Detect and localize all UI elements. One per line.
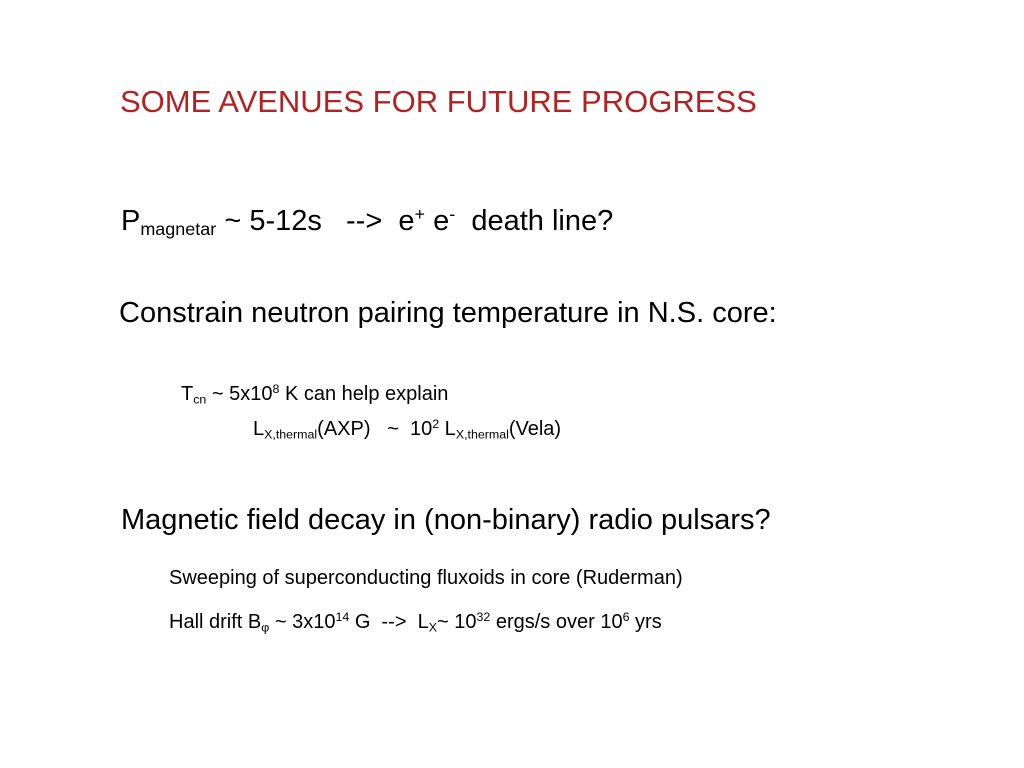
hall-drift-line bbox=[169, 611, 662, 634]
hall-drift-text: Hall drift B bbox=[169, 611, 262, 633]
vela-text: (Vela) bbox=[508, 418, 562, 440]
t-subscript: cn bbox=[193, 392, 207, 407]
gauss-arrow-text: G --> L bbox=[349, 611, 429, 633]
l-vela-subscript: X,thermal bbox=[455, 427, 509, 442]
magnetic-decay-line: Magnetic field decay in (non-binary) radio pulsars? bbox=[121, 504, 771, 536]
axp-ratio-text: (AXP) ~ 10 bbox=[317, 418, 433, 440]
yrs-text: yrs bbox=[629, 611, 662, 633]
luminosity-ratio-line bbox=[253, 418, 561, 441]
sweeping-line: Sweeping of superconducting fluxoids in core (Ruderman) bbox=[169, 567, 683, 589]
tcn-exponent: 8 bbox=[272, 382, 280, 397]
ergs-text: ergs/s over 10 bbox=[490, 611, 623, 633]
magnetar-period-line bbox=[121, 205, 613, 238]
lx-subscript: X bbox=[428, 620, 437, 635]
lx-value-text: ~ 10 bbox=[437, 611, 477, 633]
death-line-text: death line? bbox=[455, 205, 614, 237]
tcn-line bbox=[181, 383, 448, 406]
years-exponent: 6 bbox=[622, 610, 630, 625]
p-symbol: P bbox=[121, 205, 141, 237]
field-value-text: ~ 3x10 bbox=[269, 611, 336, 633]
electron-text: e bbox=[425, 205, 450, 237]
ratio-exponent: 2 bbox=[432, 417, 440, 432]
l-axp-subscript: X,thermal bbox=[264, 427, 318, 442]
b-phi-subscript: φ bbox=[261, 620, 270, 635]
electron-superscript: - bbox=[449, 204, 456, 225]
l-vela-symbol: L bbox=[439, 418, 456, 440]
constrain-line: Constrain neutron pairing temperature in N.S. core: bbox=[119, 297, 777, 329]
period-text: ~ 5-12s --> e bbox=[216, 205, 415, 237]
p-subscript: magnetar bbox=[140, 219, 217, 240]
positron-superscript: + bbox=[414, 204, 426, 225]
tcn-explain-text: K can help explain bbox=[279, 383, 449, 405]
lx-exponent: 32 bbox=[476, 610, 491, 625]
tcn-value-text: ~ 5x10 bbox=[206, 383, 273, 405]
field-exponent: 14 bbox=[335, 610, 350, 625]
slide-title: SOME AVENUES FOR FUTURE PROGRESS bbox=[120, 84, 757, 119]
t-symbol: T bbox=[181, 383, 194, 405]
l-axp-symbol: L bbox=[253, 418, 265, 440]
